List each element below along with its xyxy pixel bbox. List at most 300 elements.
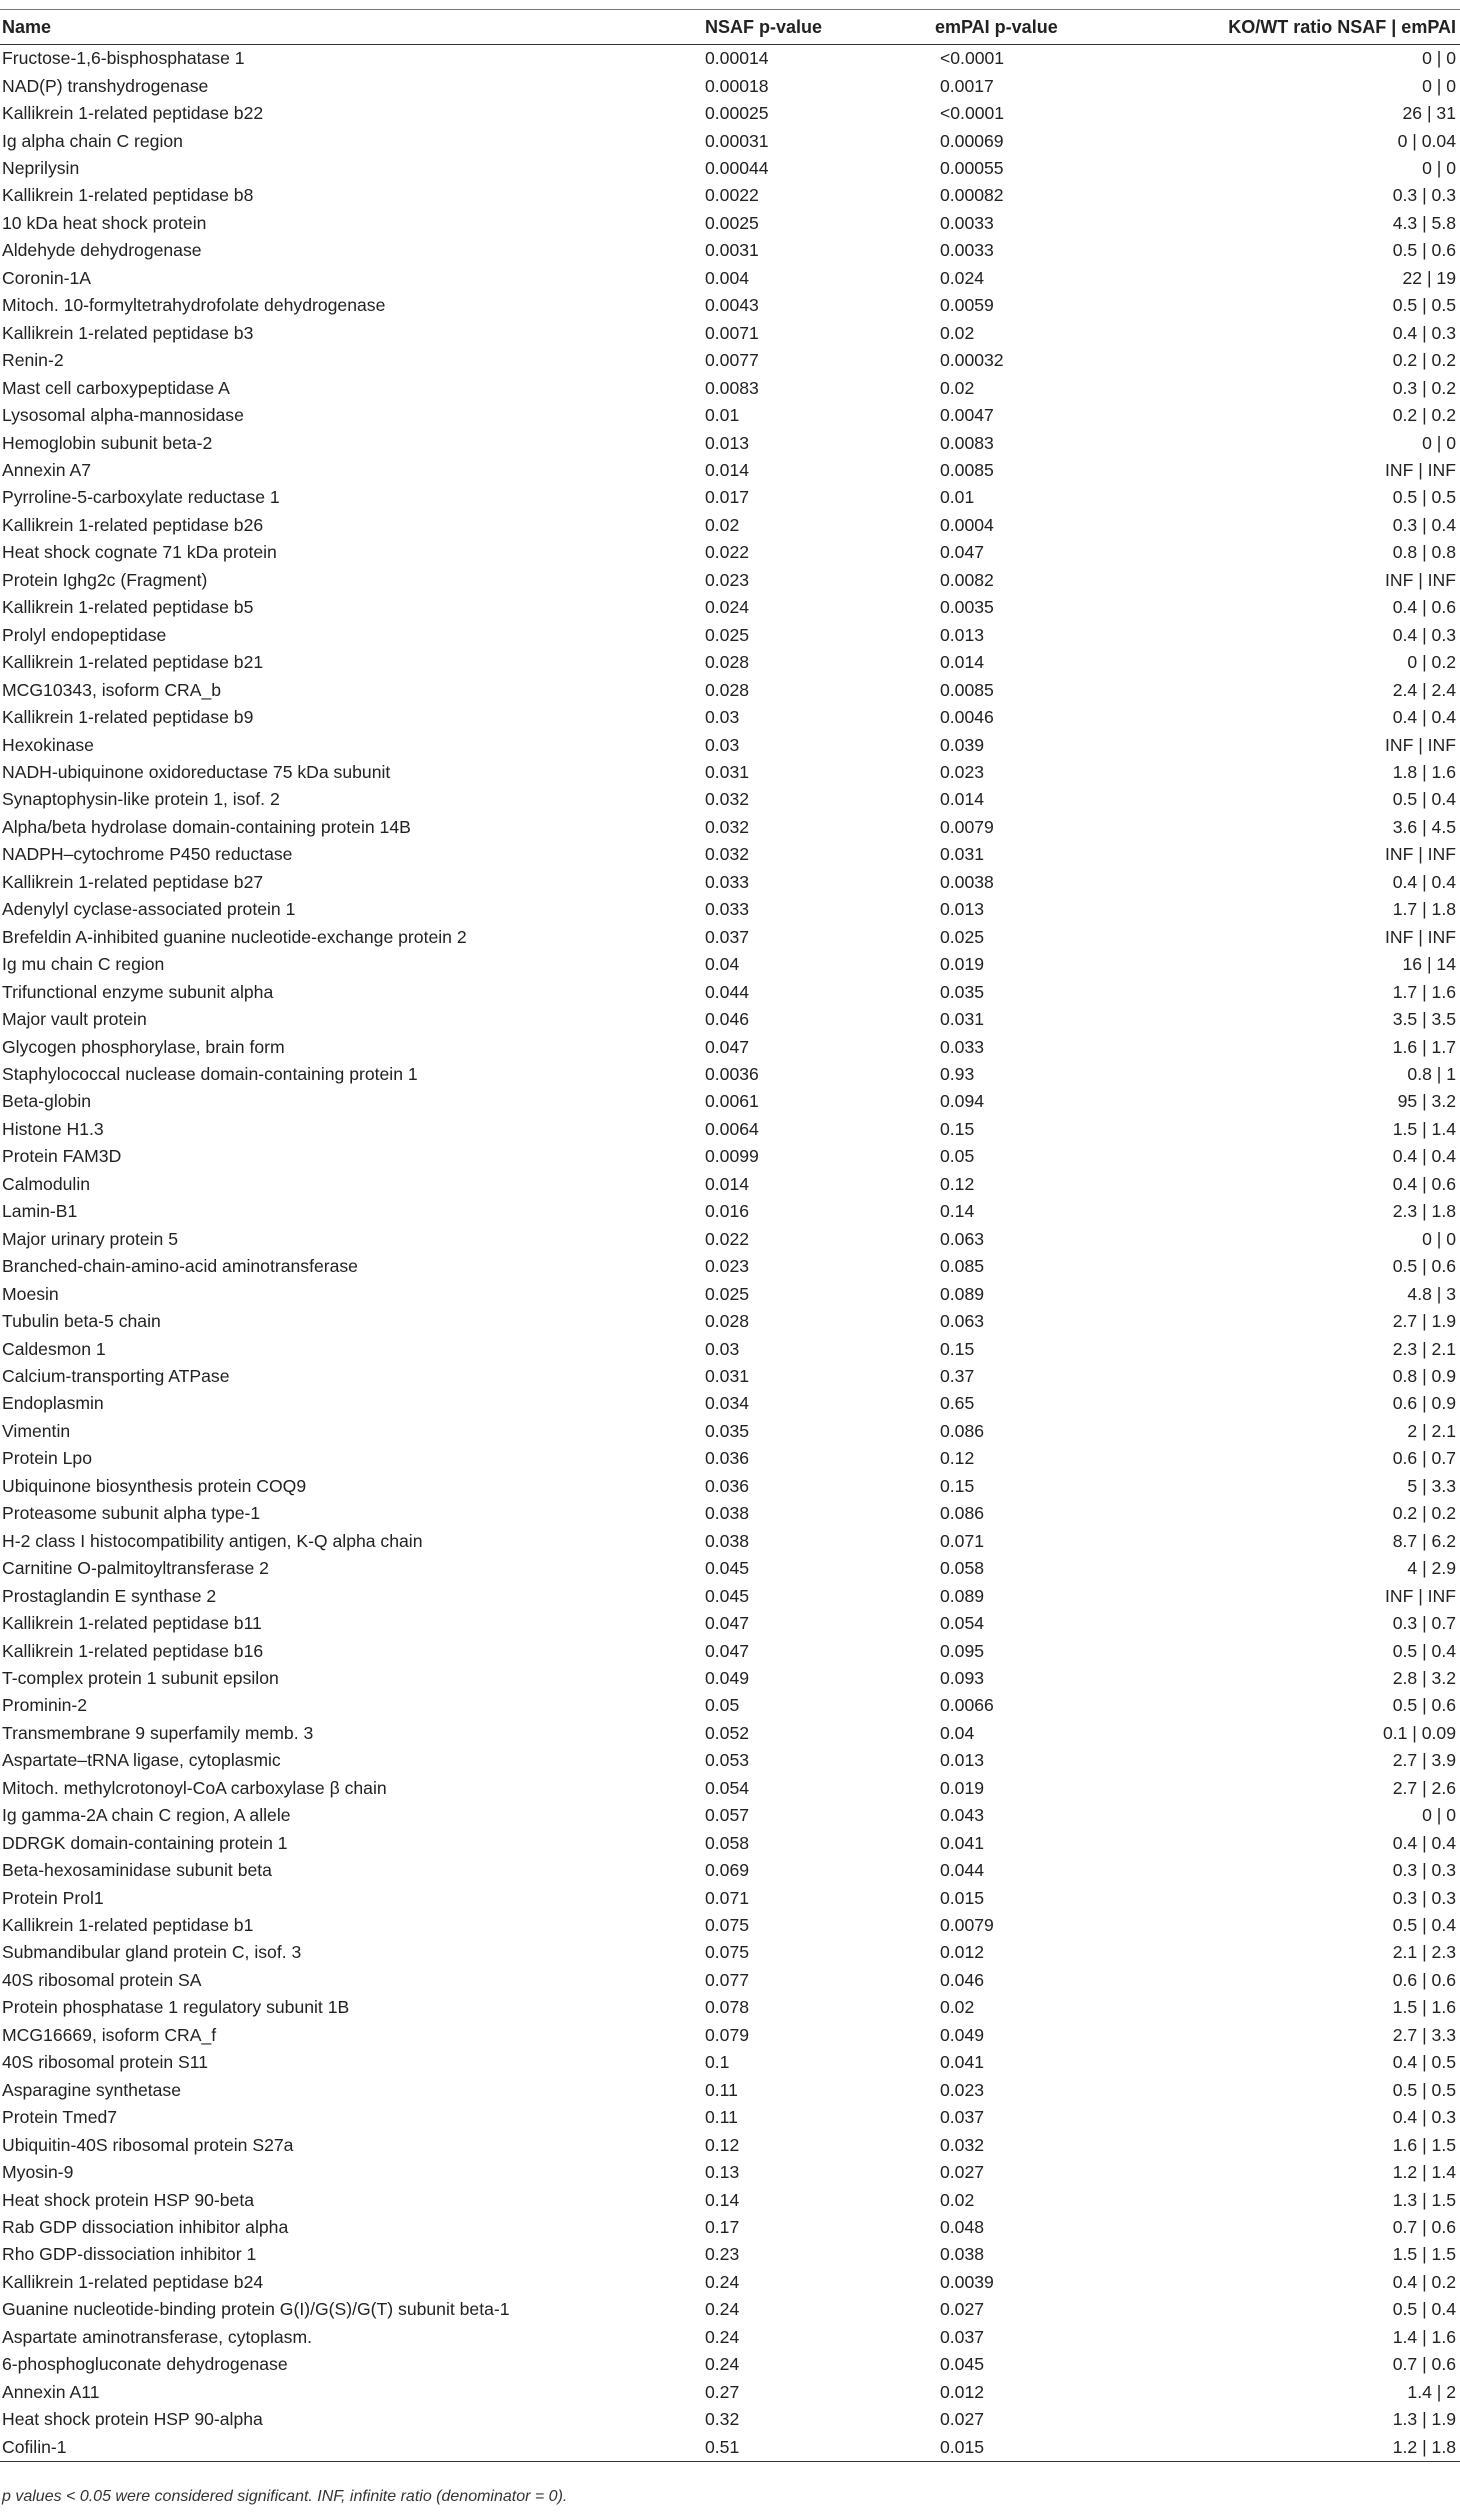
- cell-ko-wt-ratio: 4.3 | 5.8: [1392, 212, 1456, 233]
- cell-ko-wt-ratio: 3.6 | 4.5: [1392, 816, 1456, 837]
- cell-nsaf-pvalue: 0.022: [705, 542, 750, 563]
- cell-name: Synaptophysin-like protein 1, isof. 2: [2, 789, 280, 810]
- cell-empai-pvalue: 0.033: [940, 1036, 985, 1057]
- cell-name: Endoplasmin: [2, 1393, 104, 1414]
- table-row: [0, 484, 1460, 511]
- table-row: [0, 182, 1460, 209]
- cell-ko-wt-ratio: INF | INF: [1384, 460, 1456, 481]
- cell-name: Heat shock protein HSP 90-beta: [2, 2189, 254, 2210]
- table-row: [0, 1747, 1460, 1774]
- cell-ko-wt-ratio: 0.3 | 0.7: [1392, 1613, 1456, 1634]
- cell-nsaf-pvalue: 0.03: [705, 734, 740, 755]
- cell-name: NADH-ubiquinone oxidoreductase 75 kDa subunit: [2, 762, 391, 782]
- cell-ko-wt-ratio: 1.6 | 1.5: [1392, 2134, 1456, 2155]
- cell-name: Brefeldin A-inhibited guanine nucleotide-exchange protein 2: [2, 926, 467, 947]
- table-body: [0, 45, 1460, 2462]
- cell-empai-pvalue: 0.023: [940, 762, 985, 782]
- cell-empai-pvalue: 0.05: [940, 1146, 975, 1167]
- cell-empai-pvalue: 0.93: [940, 1063, 975, 1084]
- table-row: [0, 1665, 1460, 1692]
- cell-nsaf-pvalue: 0.023: [705, 1256, 750, 1277]
- cell-empai-pvalue: 0.043: [940, 1805, 985, 1826]
- cell-empai-pvalue: 0.041: [940, 2052, 985, 2073]
- cell-name: Mast cell carboxypeptidase A: [2, 377, 230, 398]
- cell-nsaf-pvalue: 0.025: [705, 624, 750, 645]
- cell-empai-pvalue: 0.085: [940, 1256, 985, 1277]
- table-row: [0, 1967, 1460, 1994]
- cell-nsaf-pvalue: 0.013: [705, 432, 750, 453]
- table-row: [0, 1775, 1460, 1802]
- cell-empai-pvalue: 0.0038: [940, 871, 994, 892]
- cell-empai-pvalue: 0.65: [940, 1393, 975, 1414]
- cell-nsaf-pvalue: 0.052: [705, 1722, 750, 1743]
- cell-ko-wt-ratio: 0 | 0: [1422, 48, 1456, 69]
- cell-empai-pvalue: 0.027: [940, 2162, 985, 2183]
- cell-name: Carnitine O-palmitoyltransferase 2: [2, 1558, 269, 1579]
- table-row: [0, 1363, 1460, 1390]
- cell-nsaf-pvalue: 0.0077: [705, 350, 759, 371]
- cell-empai-pvalue: 0.032: [940, 2134, 985, 2155]
- cell-name: NADPH–cytochrome P450 reductase: [2, 844, 293, 865]
- table-footnote: p values < 0.05 were considered significant. INF, infinite ratio (denominator = 0).: [2, 2488, 568, 2505]
- table-row: [0, 1637, 1460, 1664]
- cell-nsaf-pvalue: 0.00031: [705, 130, 769, 151]
- cell-nsaf-pvalue: 0.14: [705, 2189, 740, 2210]
- cell-nsaf-pvalue: 0.049: [705, 1667, 750, 1688]
- cell-nsaf-pvalue: 0.035: [705, 1420, 750, 1441]
- cell-name: Aspartate–tRNA ligase, cytoplasmic: [2, 1750, 281, 1771]
- table-row: [0, 2241, 1460, 2268]
- cell-empai-pvalue: 0.013: [940, 624, 985, 645]
- cell-name: Alpha/beta hydrolase domain-containing protein 14B: [2, 816, 411, 837]
- table-row: [0, 951, 1460, 978]
- cell-ko-wt-ratio: 1.6 | 1.7: [1392, 1036, 1456, 1057]
- cell-ko-wt-ratio: 0.5 | 0.6: [1392, 240, 1456, 261]
- cell-empai-pvalue: 0.086: [940, 1503, 985, 1524]
- cell-empai-pvalue: 0.027: [940, 2299, 985, 2320]
- cell-ko-wt-ratio: INF | INF: [1384, 569, 1456, 590]
- cell-nsaf-pvalue: 0.044: [705, 981, 750, 1002]
- cell-ko-wt-ratio: 0.5 | 0.4: [1392, 1640, 1456, 1661]
- cell-nsaf-pvalue: 0.079: [705, 2024, 750, 2045]
- cell-ko-wt-ratio: 1.3 | 1.9: [1392, 2409, 1456, 2430]
- cell-ko-wt-ratio: 0.6 | 0.6: [1392, 1969, 1456, 1990]
- cell-empai-pvalue: 0.027: [940, 2409, 985, 2430]
- cell-name: Ubiquinone biosynthesis protein COQ9: [2, 1475, 307, 1496]
- cell-ko-wt-ratio: INF | INF: [1384, 926, 1456, 947]
- cell-name: Adenylyl cyclase-associated protein 1: [2, 899, 296, 920]
- table-row: [0, 1308, 1460, 1335]
- cell-ko-wt-ratio: 1.5 | 1.5: [1392, 2244, 1456, 2265]
- table-row: [0, 594, 1460, 621]
- table-row: [0, 924, 1460, 951]
- cell-ko-wt-ratio: 0.6 | 0.7: [1392, 1448, 1456, 1469]
- cell-ko-wt-ratio: 0 | 0: [1422, 1805, 1456, 1826]
- cell-nsaf-pvalue: 0.00014: [705, 48, 769, 69]
- cell-empai-pvalue: 0.0033: [940, 240, 994, 261]
- cell-empai-pvalue: 0.045: [940, 2354, 985, 2375]
- cell-ko-wt-ratio: 0.5 | 0.5: [1392, 487, 1456, 508]
- cell-nsaf-pvalue: 0.038: [705, 1503, 750, 1524]
- cell-nsaf-pvalue: 0.24: [705, 2326, 740, 2347]
- cell-empai-pvalue: 0.019: [940, 1777, 985, 1798]
- cell-ko-wt-ratio: 0.4 | 0.4: [1392, 871, 1456, 892]
- table-row: [0, 1994, 1460, 2021]
- cell-empai-pvalue: 0.0033: [940, 212, 994, 233]
- cell-ko-wt-ratio: 0.5 | 0.4: [1392, 1915, 1456, 1936]
- cell-nsaf-pvalue: 0.075: [705, 1942, 750, 1963]
- cell-empai-pvalue: 0.095: [940, 1640, 985, 1661]
- protein-table: [0, 10, 1460, 2462]
- table-row: [0, 1033, 1460, 1060]
- cell-name: Kallikrein 1-related peptidase b3: [2, 322, 254, 343]
- cell-name: 10 kDa heat shock protein: [2, 212, 207, 233]
- cell-empai-pvalue: 0.012: [940, 1942, 985, 1963]
- cell-name: Kallikrein 1-related peptidase b21: [2, 652, 264, 673]
- cell-nsaf-pvalue: 0.27: [705, 2381, 740, 2402]
- table-row: [0, 649, 1460, 676]
- cell-nsaf-pvalue: 0.1: [705, 2052, 730, 2073]
- table-row: [0, 1171, 1460, 1198]
- cell-nsaf-pvalue: 0.047: [705, 1613, 750, 1634]
- cell-name: Staphylococcal nuclease domain-containing protein 1: [2, 1063, 418, 1084]
- cell-ko-wt-ratio: 1.7 | 1.6: [1392, 981, 1456, 1002]
- cell-ko-wt-ratio: 1.5 | 1.4: [1392, 1118, 1456, 1139]
- table-row: [0, 429, 1460, 456]
- cell-ko-wt-ratio: 1.5 | 1.6: [1392, 1997, 1456, 2018]
- cell-name: Mitoch. methylcrotonoyl-CoA carboxylase β chain: [2, 1777, 387, 1798]
- cell-name: Kallikrein 1-related peptidase b8: [2, 185, 254, 206]
- cell-ko-wt-ratio: 4 | 2.9: [1407, 1558, 1456, 1579]
- cell-name: Ig gamma-2A chain C region, A allele: [2, 1805, 291, 1826]
- cell-nsaf-pvalue: 0.045: [705, 1558, 750, 1579]
- cell-ko-wt-ratio: 26 | 31: [1402, 103, 1456, 124]
- table-row: [0, 72, 1460, 99]
- cell-name: Heat shock cognate 71 kDa protein: [2, 542, 277, 563]
- cell-empai-pvalue: 0.044: [940, 1860, 985, 1881]
- table-row: [0, 127, 1460, 154]
- cell-name: Histone H1.3: [2, 1118, 104, 1139]
- cell-empai-pvalue: 0.12: [940, 1173, 975, 1194]
- cell-ko-wt-ratio: 0.7 | 0.6: [1392, 2354, 1456, 2375]
- cell-ko-wt-ratio: 0 | 0: [1422, 1228, 1456, 1249]
- cell-empai-pvalue: 0.0046: [940, 707, 994, 728]
- table-row: [0, 402, 1460, 429]
- cell-ko-wt-ratio: 1.7 | 1.8: [1392, 899, 1456, 920]
- table-row: [0, 2406, 1460, 2433]
- cell-name: H-2 class I histocompatibility antigen, K-Q alpha chain: [2, 1530, 423, 1551]
- cell-empai-pvalue: 0.015: [935, 2433, 1195, 2461]
- cell-name: Annexin A7: [2, 460, 92, 481]
- cell-ko-wt-ratio: 1.3 | 1.5: [1392, 2189, 1456, 2210]
- cell-name: Prolyl endopeptidase: [2, 624, 167, 645]
- cell-nsaf-pvalue: 0.0036: [705, 1063, 759, 1084]
- table-row: [0, 2131, 1460, 2158]
- cell-nsaf-pvalue: 0.058: [705, 1832, 750, 1853]
- cell-empai-pvalue: 0.047: [940, 542, 985, 563]
- cell-ko-wt-ratio: 5 | 3.3: [1407, 1475, 1456, 1496]
- cell-ko-wt-ratio: 0.4 | 0.4: [1392, 1146, 1456, 1167]
- table-row: [0, 676, 1460, 703]
- table-row: [0, 2433, 1460, 2461]
- table-row: [0, 265, 1460, 292]
- cell-nsaf-pvalue: 0.047: [705, 1640, 750, 1661]
- cell-ko-wt-ratio: 0.2 | 0.2: [1392, 405, 1456, 426]
- cell-empai-pvalue: 0.063: [940, 1228, 985, 1249]
- cell-name: Protein phosphatase 1 regulatory subunit 1B: [2, 1997, 350, 2018]
- cell-name: Rab GDP dissociation inhibitor alpha: [2, 2217, 289, 2238]
- cell-nsaf-pvalue: 0.077: [705, 1969, 750, 1990]
- table-row: [0, 759, 1460, 786]
- cell-name: Lysosomal alpha-mannosidase: [2, 405, 244, 426]
- table-row: [0, 100, 1460, 127]
- cell-name: Beta-globin: [2, 1091, 92, 1112]
- cell-empai-pvalue: 0.15: [940, 1118, 975, 1139]
- cell-empai-pvalue: 0.37: [940, 1365, 975, 1386]
- table-row: [0, 1939, 1460, 1966]
- cell-name: MCG10343, isoform CRA_b: [2, 679, 222, 700]
- table-row: [0, 841, 1460, 868]
- cell-nsaf-pvalue: 0.037: [705, 926, 750, 947]
- cell-empai-pvalue: 0.0082: [940, 569, 994, 590]
- cell-nsaf-pvalue: 0.036: [705, 1448, 750, 1469]
- cell-name: Kallikrein 1-related peptidase b27: [2, 871, 264, 892]
- table-row: [0, 731, 1460, 758]
- table-row: [0, 320, 1460, 347]
- cell-name: Ubiquitin-40S ribosomal protein S27a: [2, 2134, 294, 2155]
- table-row: [0, 1335, 1460, 1362]
- table-row: [0, 2269, 1460, 2296]
- cell-ko-wt-ratio: 0.4 | 0.6: [1392, 1173, 1456, 1194]
- cell-name: T-complex protein 1 subunit epsilon: [2, 1667, 279, 1688]
- cell-name: Cofilin-1: [0, 2433, 705, 2461]
- cell-ko-wt-ratio: 0.2 | 0.2: [1392, 1503, 1456, 1524]
- table-row: [0, 1253, 1460, 1280]
- cell-nsaf-pvalue: 0.03: [705, 1338, 740, 1359]
- cell-empai-pvalue: 0.024: [940, 267, 985, 288]
- cell-empai-pvalue: 0.046: [940, 1969, 985, 1990]
- cell-empai-pvalue: 0.093: [940, 1667, 985, 1688]
- cell-name: Ig mu chain C region: [2, 954, 165, 975]
- table-row: [0, 1088, 1460, 1115]
- cell-ko-wt-ratio: 0.6 | 0.9: [1392, 1393, 1456, 1414]
- cell-nsaf-pvalue: 0.033: [705, 871, 750, 892]
- table-row: [0, 457, 1460, 484]
- cell-name: Kallikrein 1-related peptidase b24: [2, 2271, 264, 2292]
- cell-ko-wt-ratio: 3.5 | 3.5: [1392, 1009, 1456, 1030]
- cell-empai-pvalue: 0.038: [940, 2244, 985, 2265]
- cell-nsaf-pvalue: 0.031: [705, 1365, 750, 1386]
- cell-empai-pvalue: 0.00032: [940, 350, 1004, 371]
- cell-empai-pvalue: 0.01: [940, 487, 975, 508]
- cell-nsaf-pvalue: 0.038: [705, 1530, 750, 1551]
- cell-name: Lamin-B1: [2, 1201, 78, 1222]
- cell-name: Aspartate aminotransferase, cytoplasm.: [2, 2326, 312, 2347]
- cell-nsaf-pvalue: 0.057: [705, 1805, 750, 1826]
- cell-empai-pvalue: 0.049: [940, 2024, 985, 2045]
- cell-empai-pvalue: 0.00082: [940, 185, 1004, 206]
- cell-name: Neprilysin: [2, 158, 80, 179]
- cell-empai-pvalue: 0.02: [940, 377, 975, 398]
- cell-empai-pvalue: 0.071: [940, 1530, 985, 1551]
- cell-nsaf-pvalue: 0.022: [705, 1228, 750, 1249]
- cell-empai-pvalue: 0.054: [940, 1613, 985, 1634]
- cell-empai-pvalue: 0.031: [940, 844, 985, 865]
- cell-ko-wt-ratio: 0.5 | 0.4: [1392, 2299, 1456, 2320]
- table-row: [0, 1720, 1460, 1747]
- header-row: [0, 10, 1460, 45]
- cell-empai-pvalue: 0.0035: [940, 597, 994, 618]
- cell-ko-wt-ratio: 0.4 | 0.3: [1392, 624, 1456, 645]
- cell-ko-wt-ratio: INF | INF: [1384, 844, 1456, 865]
- cell-name: 40S ribosomal protein S11: [2, 2052, 209, 2073]
- cell-nsaf-pvalue: 0.024: [705, 597, 750, 618]
- cell-nsaf-pvalue: 0.23: [705, 2244, 740, 2265]
- cell-name: Annexin A11: [2, 2381, 100, 2402]
- cell-nsaf-pvalue: 0.24: [705, 2271, 740, 2292]
- cell-name: Ig alpha chain C region: [2, 130, 183, 151]
- cell-ko-wt-ratio: 1.2 | 1.4: [1392, 2162, 1456, 2183]
- table-row: [0, 2324, 1460, 2351]
- cell-nsaf-pvalue: 0.0061: [705, 1091, 759, 1112]
- table-row: [0, 567, 1460, 594]
- table-row: [0, 2351, 1460, 2378]
- cell-nsaf-pvalue: 0.004: [705, 267, 750, 288]
- cell-ko-wt-ratio: 2.4 | 2.4: [1392, 679, 1456, 700]
- table-row: [0, 1692, 1460, 1719]
- cell-nsaf-pvalue: 0.0083: [705, 377, 759, 398]
- cell-nsaf-pvalue: 0.014: [705, 1173, 750, 1194]
- table-row: [0, 1006, 1460, 1033]
- cell-ko-wt-ratio: 2.8 | 3.2: [1392, 1667, 1456, 1688]
- cell-ko-wt-ratio: 0.1 | 0.09: [1382, 1722, 1456, 1743]
- cell-empai-pvalue: 0.039: [940, 734, 985, 755]
- cell-ko-wt-ratio: 0.5 | 0.6: [1392, 1695, 1456, 1716]
- table-header: [0, 10, 1460, 45]
- cell-nsaf-pvalue: 0.053: [705, 1750, 750, 1771]
- cell-empai-pvalue: 0.023: [940, 2079, 985, 2100]
- cell-empai-pvalue: 0.094: [940, 1091, 985, 1112]
- cell-ko-wt-ratio: 0 | 0: [1422, 75, 1456, 96]
- cell-name: Hexokinase: [2, 734, 94, 755]
- cell-nsaf-pvalue: 0.00018: [705, 75, 769, 96]
- cell-name: Major urinary protein 5: [2, 1228, 179, 1249]
- table-row: [0, 292, 1460, 319]
- cell-ko-wt-ratio: 0.7 | 0.6: [1392, 2217, 1456, 2238]
- cell-name: Tubulin beta-5 chain: [2, 1311, 161, 1332]
- cell-ko-wt-ratio: INF | INF: [1384, 1585, 1456, 1606]
- cell-name: MCG16669, isoform CRA_f: [2, 2024, 217, 2045]
- cell-nsaf-pvalue: 0.00025: [705, 103, 769, 124]
- cell-name: Protein Lpo: [2, 1448, 92, 1469]
- cell-nsaf-pvalue: 0.0099: [705, 1146, 759, 1167]
- cell-ko-wt-ratio: 2.1 | 2.3: [1392, 1942, 1456, 1963]
- cell-name: Vimentin: [2, 1420, 71, 1441]
- cell-empai-pvalue: 0.0079: [940, 1915, 994, 1936]
- table-row: [0, 786, 1460, 813]
- table-row: [0, 2186, 1460, 2213]
- cell-nsaf-pvalue: 0.24: [705, 2299, 740, 2320]
- cell-ko-wt-ratio: 0.4 | 0.3: [1392, 322, 1456, 343]
- cell-ko-wt-ratio: 0.5 | 0.6: [1392, 1256, 1456, 1277]
- cell-ko-wt-ratio: 0.3 | 0.2: [1392, 377, 1456, 398]
- cell-name: Glycogen phosphorylase, brain form: [2, 1036, 285, 1057]
- cell-name: Prostaglandin E synthase 2: [2, 1585, 217, 1606]
- cell-nsaf-pvalue: 0.01: [705, 405, 740, 426]
- cell-empai-pvalue: 0.0047: [940, 405, 994, 426]
- table-row: [0, 1610, 1460, 1637]
- cell-name: Asparagine synthetase: [2, 2079, 181, 2100]
- cell-ko-wt-ratio: 0.8 | 0.8: [1392, 542, 1456, 563]
- cell-empai-pvalue: 0.041: [940, 1832, 985, 1853]
- cell-ko-wt-ratio: 0.4 | 0.3: [1392, 2107, 1456, 2128]
- cell-empai-pvalue: 0.015: [940, 1887, 985, 1908]
- table-row: [0, 1280, 1460, 1307]
- cell-empai-pvalue: 0.013: [940, 899, 985, 920]
- header-name: Name: [0, 10, 705, 45]
- cell-ko-wt-ratio: 0.4 | 0.6: [1392, 597, 1456, 618]
- table-row: [0, 1116, 1460, 1143]
- cell-name: Coronin-1A: [2, 267, 91, 288]
- cell-nsaf-pvalue: 0.0031: [705, 240, 759, 261]
- cell-empai-pvalue: 0.02: [940, 1997, 975, 2018]
- cell-empai-pvalue: 0.0017: [940, 75, 994, 96]
- table-row: [0, 1225, 1460, 1252]
- cell-nsaf-pvalue: 0.046: [705, 1009, 750, 1030]
- table-row: [0, 869, 1460, 896]
- table-row: [0, 1198, 1460, 1225]
- cell-ko-wt-ratio: 8.7 | 6.2: [1392, 1530, 1456, 1551]
- table-row: [0, 1473, 1460, 1500]
- cell-nsaf-pvalue: 0.0022: [705, 185, 759, 206]
- cell-ko-wt-ratio: 0 | 0: [1422, 158, 1456, 179]
- cell-empai-pvalue: 0.037: [940, 2107, 985, 2128]
- cell-name: 6-phosphogluconate dehydrogenase: [2, 2354, 288, 2375]
- cell-name: Renin-2: [2, 350, 64, 371]
- cell-name: 40S ribosomal protein SA: [2, 1969, 202, 1990]
- cell-ko-wt-ratio: 0.5 | 0.5: [1392, 2079, 1456, 2100]
- table-row: [0, 45, 1460, 73]
- cell-empai-pvalue: 0.089: [940, 1585, 985, 1606]
- cell-nsaf-pvalue: 0.034: [705, 1393, 750, 1414]
- cell-empai-pvalue: 0.0039: [940, 2271, 994, 2292]
- cell-ko-wt-ratio: 0 | 0.2: [1407, 652, 1456, 673]
- table-row: [0, 1802, 1460, 1829]
- cell-nsaf-pvalue: 0.03: [705, 707, 740, 728]
- cell-name: Transmembrane 9 superfamily memb. 3: [2, 1722, 314, 1743]
- cell-empai-pvalue: 0.086: [940, 1420, 985, 1441]
- cell-ko-wt-ratio: 0.3 | 0.3: [1392, 185, 1456, 206]
- cell-ko-wt-ratio: 0.4 | 0.5: [1392, 2052, 1456, 2073]
- cell-empai-pvalue: 0.012: [940, 2381, 985, 2402]
- cell-ko-wt-ratio: 0.8 | 1: [1407, 1063, 1456, 1084]
- table-row: [0, 896, 1460, 923]
- cell-nsaf-pvalue: 0.075: [705, 1915, 750, 1936]
- cell-ko-wt-ratio: 2.3 | 2.1: [1392, 1338, 1456, 1359]
- cell-ko-wt-ratio: 0.4 | 0.4: [1392, 1832, 1456, 1853]
- cell-name: Aldehyde dehydrogenase: [2, 240, 202, 261]
- cell-empai-pvalue: 0.035: [940, 981, 985, 1002]
- cell-nsaf-pvalue: 0.028: [705, 679, 750, 700]
- cell-empai-pvalue: 0.02: [940, 2189, 975, 2210]
- cell-empai-pvalue: 0.025: [940, 926, 985, 947]
- cell-name: Kallikrein 1-related peptidase b9: [2, 707, 254, 728]
- cell-empai-pvalue: 0.063: [940, 1311, 985, 1332]
- cell-empai-pvalue: 0.013: [940, 1750, 985, 1771]
- cell-empai-pvalue: 0.031: [940, 1009, 985, 1030]
- cell-nsaf-pvalue: 0.017: [705, 487, 750, 508]
- cell-empai-pvalue: 0.0083: [940, 432, 994, 453]
